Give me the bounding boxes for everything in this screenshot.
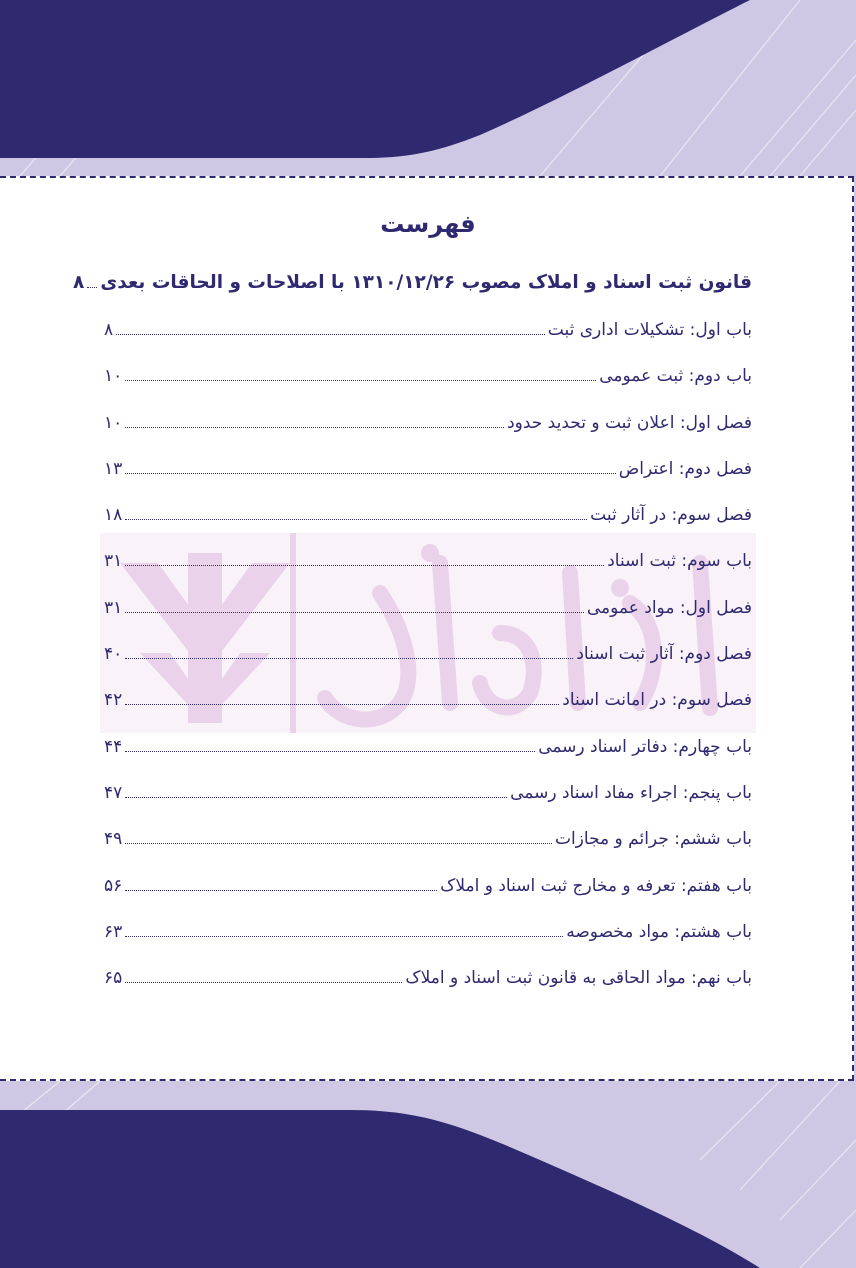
toc-entry-page-number: ۴۰ — [104, 644, 123, 665]
toc-entry-page-number: ۸ — [104, 320, 114, 340]
toc-entry-label: باب سوم: ثبت اسناد — [607, 551, 752, 572]
dot-leader — [125, 379, 596, 381]
toc-entry-label: باب دوم: ثبت عمومی — [599, 366, 752, 387]
dot-leader — [125, 703, 559, 705]
toc-entry[interactable] — [104, 876, 752, 922]
toc-entry-page-number: ۳۱ — [104, 551, 123, 572]
toc-entry-label: قانون ثبت اسناد و املاک مصوب ۱۳۱۰/۱۲/۲۶ با اصلاحات و الحاقات بعدی — [100, 272, 752, 293]
toc-entry-label: باب ششم: جرائم و مجازات — [554, 829, 752, 850]
toc-entry[interactable] — [104, 922, 752, 968]
toc-entry-label: باب هفتم: تعرفه و مخارج ثبت اسناد و املاک — [440, 875, 752, 896]
toc-entry-page-number: ۴۷ — [104, 782, 123, 803]
toc-entry-page-number: ۱۳ — [104, 458, 123, 479]
toc-entry-label: باب نهم: مواد الحاقی به قانون ثبت اسناد و املاک — [405, 968, 752, 989]
toc-entry[interactable] — [104, 366, 752, 412]
dot-leader — [125, 426, 504, 428]
toc-entry-page-number: ۱۸ — [104, 505, 123, 526]
toc-entry[interactable] — [104, 737, 752, 783]
toc-entry-page-number: ۸ — [73, 272, 85, 293]
toc-entry-page-number: ۱۰ — [104, 412, 123, 433]
toc-entry[interactable] — [104, 505, 752, 551]
toc-heading: فهرست — [380, 210, 476, 238]
toc-entry[interactable] — [104, 829, 752, 875]
dot-leader — [125, 935, 563, 937]
toc-entry[interactable] — [104, 413, 752, 459]
dot-leader — [87, 286, 97, 288]
toc-entry[interactable] — [104, 459, 752, 505]
toc-entry[interactable] — [104, 690, 752, 736]
toc-entry-label: فصل دوم: اعتراض — [618, 458, 752, 479]
toc-main-entry[interactable] — [73, 272, 752, 320]
dot-leader — [125, 472, 615, 474]
toc-entry-page-number: ۴۴ — [104, 736, 123, 757]
dot-leader — [125, 564, 604, 566]
toc-entry-label: فصل سوم: در آثار ثبت — [590, 505, 752, 526]
dot-leader — [125, 750, 535, 752]
toc-entry-page-number: ۶۵ — [104, 968, 123, 989]
toc-entry-page-number: ۱۰ — [104, 366, 123, 387]
toc-entry-page-number: ۵۶ — [104, 875, 123, 896]
toc-entry[interactable] — [104, 598, 752, 644]
dot-leader — [125, 611, 584, 613]
toc-entry-label: فصل اول: مواد عمومی — [586, 597, 752, 618]
toc-entry[interactable] — [104, 551, 752, 597]
toc-entry-label: فصل اول: اعلان ثبت و تحدید حدود — [507, 412, 752, 433]
toc-entry[interactable] — [104, 320, 752, 366]
toc-entry-label: باب چهارم: دفاتر اسناد رسمی — [538, 736, 752, 757]
toc-entry-page-number: ۶۳ — [104, 921, 123, 942]
toc-entry[interactable] — [104, 783, 752, 829]
dot-leader — [125, 842, 552, 844]
toc-entry[interactable] — [104, 644, 752, 690]
toc-entry-label: باب پنجم: اجراء مفاد اسناد رسمی — [510, 782, 752, 803]
dot-leader — [116, 333, 545, 335]
toc-entry[interactable] — [104, 968, 752, 1014]
toc-entry-page-number: ۴۲ — [104, 690, 123, 711]
dot-leader — [125, 796, 507, 798]
toc-list — [73, 272, 752, 1014]
toc-entry-label: باب اول: تشکیلات اداری ثبت — [547, 320, 752, 340]
dot-leader — [125, 657, 573, 659]
toc-entry-label: فصل سوم: در امانت اسناد — [562, 690, 752, 711]
dot-leader — [125, 981, 402, 983]
toc-entry-label: فصل دوم: آثار ثبت اسناد — [576, 644, 752, 665]
dot-leader — [125, 518, 587, 520]
toc-entry-page-number: ۳۱ — [104, 597, 123, 618]
dot-leader — [125, 889, 437, 891]
toc-entry-page-number: ۴۹ — [104, 829, 123, 850]
toc-entry-label: باب هشتم: مواد مخصوصه — [566, 921, 752, 942]
